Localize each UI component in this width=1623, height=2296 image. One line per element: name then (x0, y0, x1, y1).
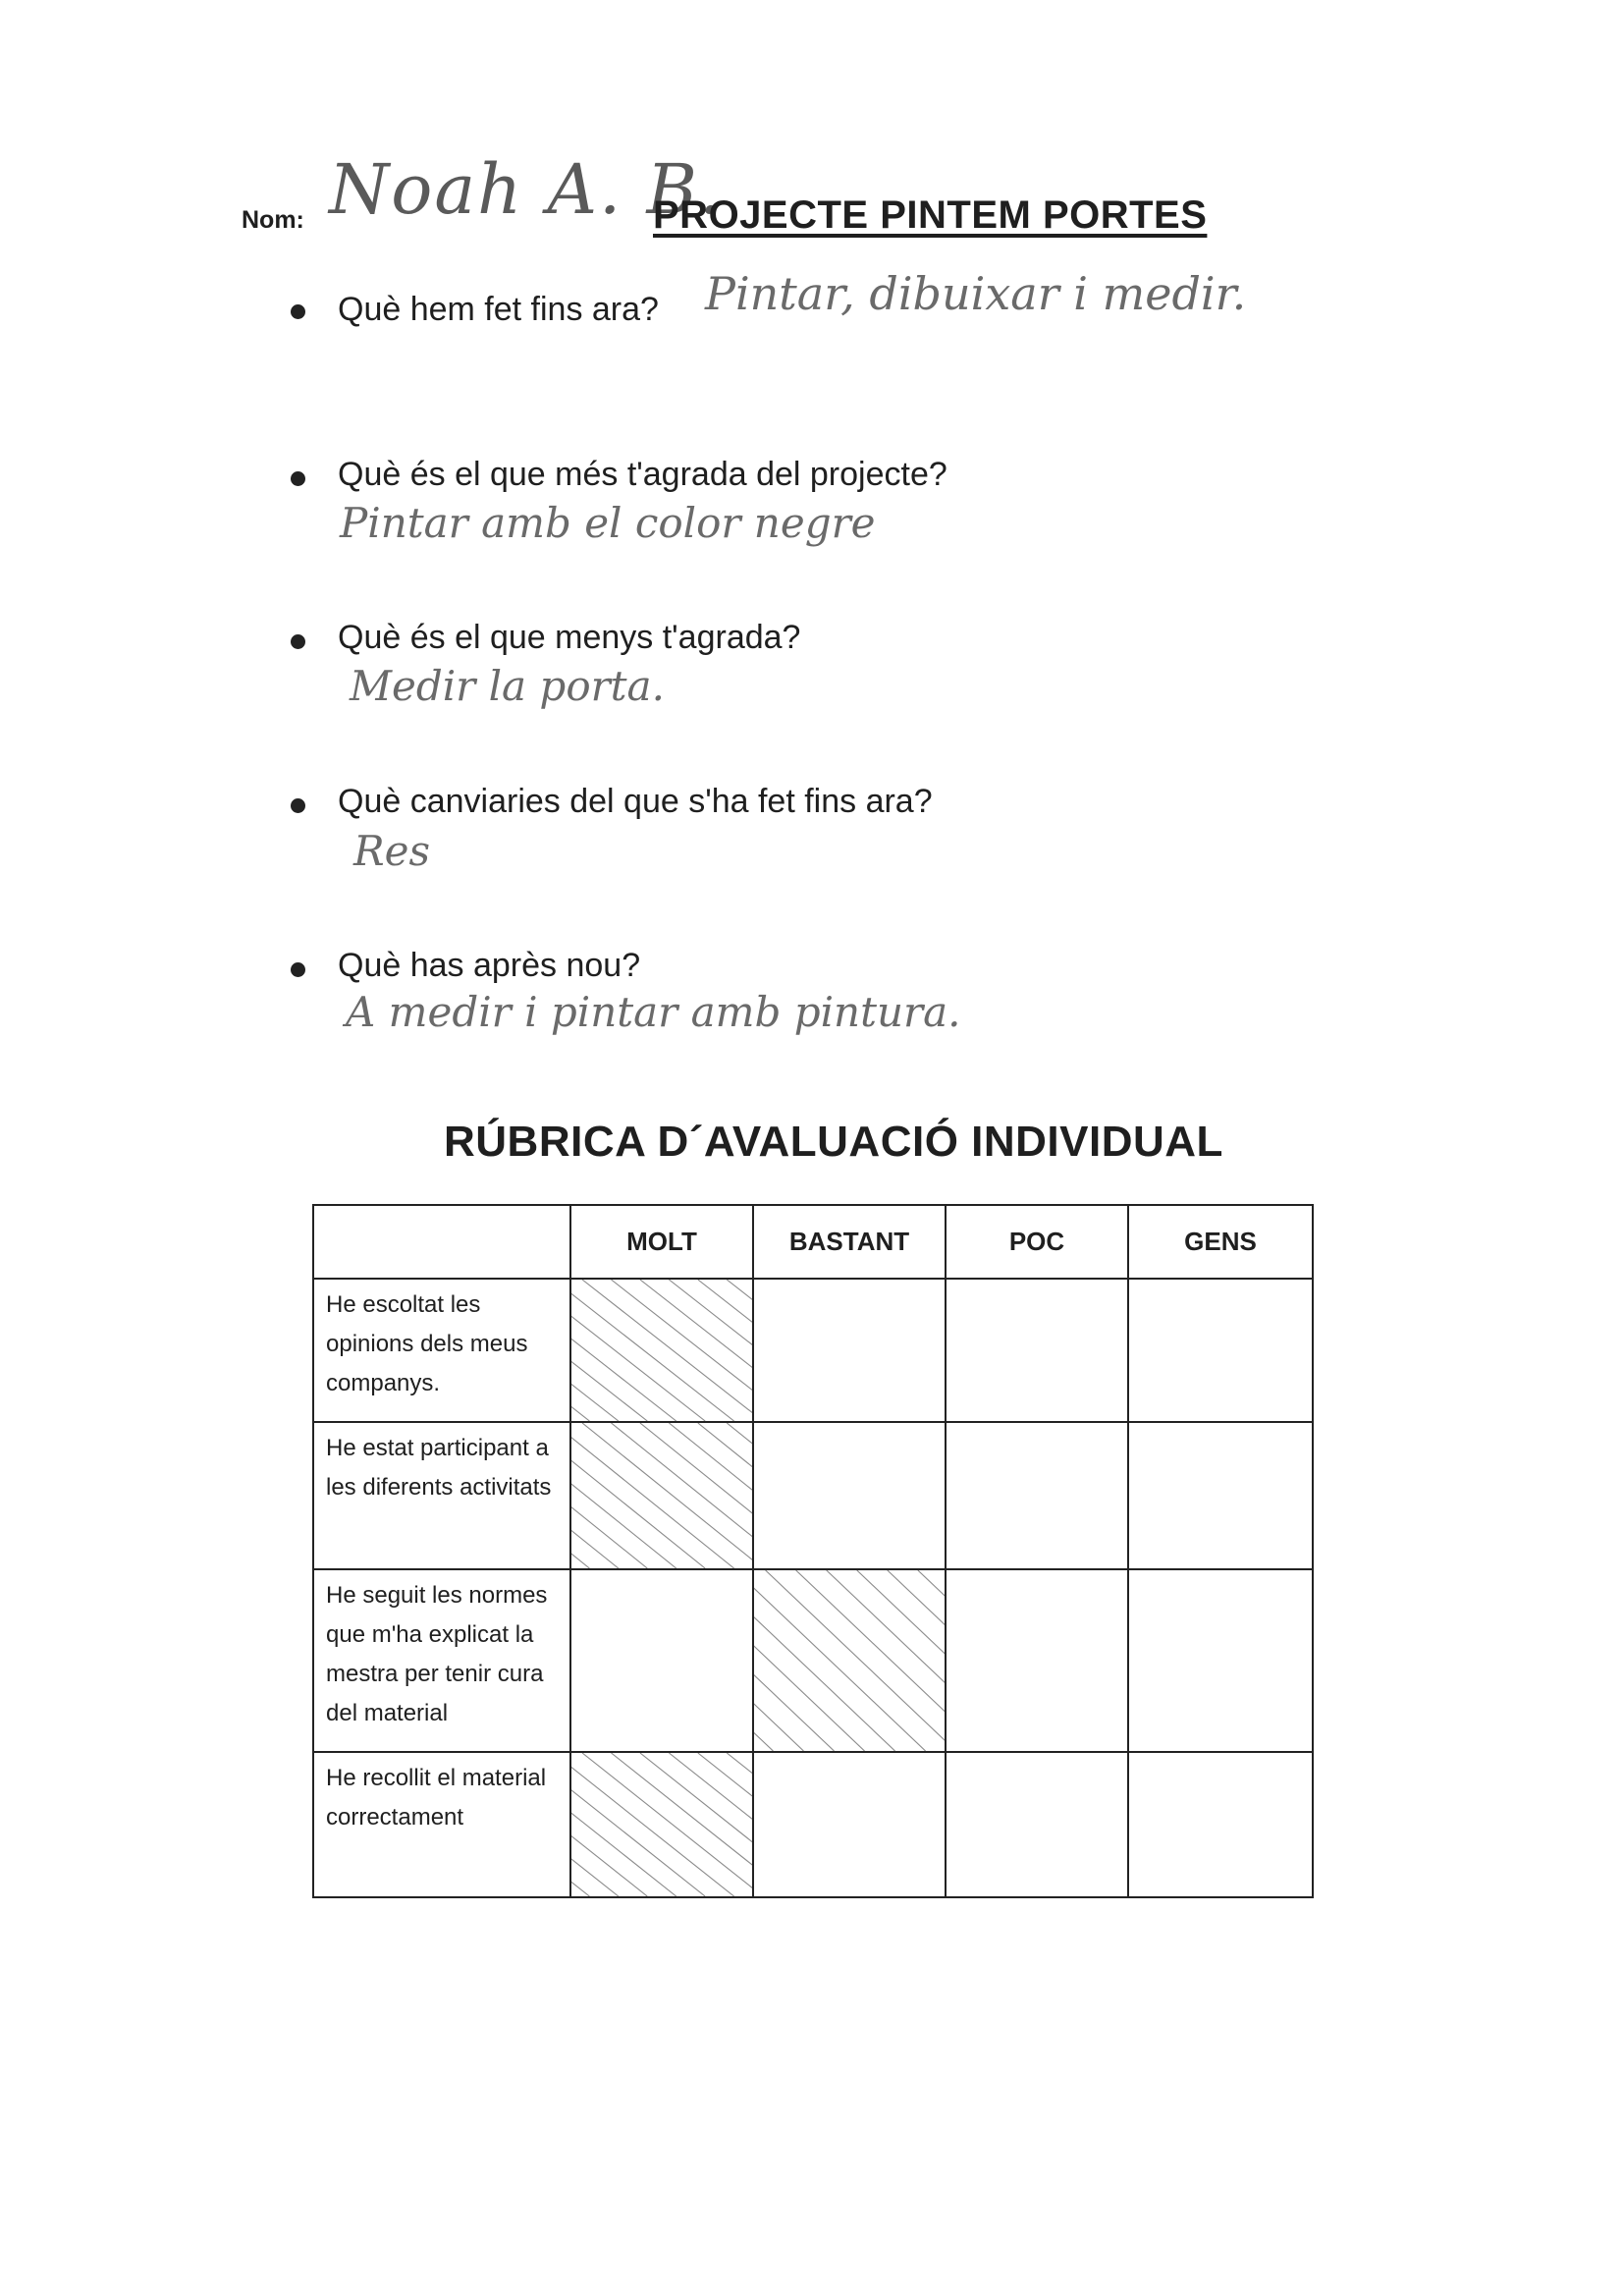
bullet-icon (291, 798, 305, 813)
rubric-row (313, 1569, 1313, 1752)
answer-handwritten: Pintar, dibuixar i medir. (705, 267, 1247, 320)
question-text: Què hem fet fins ara? (338, 291, 659, 328)
rating-cell (753, 1422, 946, 1569)
hatch-line (571, 1423, 676, 1568)
rubric-header-row (313, 1205, 1313, 1279)
question-text: Què és el que menys t'agrada? (338, 619, 801, 656)
column-header: GENS (1128, 1205, 1313, 1279)
bullet-icon (291, 634, 305, 649)
hatch-line (571, 1753, 619, 1896)
hatch-line (669, 1423, 752, 1568)
question-text: Què canviaries del que s'ha fet fins ara? (338, 783, 933, 820)
hatch-line (698, 1423, 752, 1568)
answer-handwritten: A medir i pintar amb pintura. (346, 988, 961, 1036)
rubric-row (313, 1279, 1313, 1422)
answer-handwritten: Res (353, 827, 431, 875)
answer-handwritten: Medir la porta. (350, 662, 665, 710)
hatch-line (571, 1280, 676, 1421)
rating-cell (753, 1752, 946, 1897)
rating-cell (570, 1569, 753, 1752)
rating-cell (946, 1279, 1128, 1422)
rubric-row (313, 1422, 1313, 1569)
pencil-hatch-mark (571, 1753, 752, 1896)
student-name-handwritten: Noah A. B. (329, 149, 724, 230)
rating-cell-marked (753, 1569, 946, 1752)
rating-cell (1128, 1422, 1313, 1569)
hatch-line (571, 1423, 619, 1568)
hatch-line (698, 1753, 752, 1896)
hatch-line (669, 1280, 752, 1421)
rating-cell-marked (570, 1752, 753, 1897)
hatch-line (571, 1280, 734, 1421)
column-header: BASTANT (753, 1205, 946, 1279)
rating-cell (946, 1752, 1128, 1897)
hatch-line (888, 1570, 945, 1751)
bullet-icon (291, 304, 305, 319)
rating-cell (946, 1569, 1128, 1752)
question-text: Què has après nou? (338, 947, 641, 984)
question-text: Què és el que més t'agrada del projecte? (338, 456, 947, 493)
page-title: PROJECTE PINTEM PORTES (653, 193, 1208, 237)
criterion-text: He recollit el material correctament (313, 1752, 570, 1897)
criterion-text: He escoltat les opinions dels meus companys. (313, 1279, 570, 1422)
hatch-line (669, 1753, 752, 1896)
hatch-line (698, 1280, 752, 1421)
pencil-hatch-mark (571, 1423, 752, 1568)
rubric-title: RÚBRICA D´AVALUACIÓ INDIVIDUAL (444, 1118, 1223, 1166)
rating-cell (946, 1422, 1128, 1569)
hatch-line (571, 1753, 676, 1896)
pencil-hatch-mark (571, 1280, 752, 1421)
hatch-line (571, 1753, 734, 1896)
rating-cell (753, 1279, 946, 1422)
column-header: MOLT (570, 1205, 753, 1279)
rating-cell (1128, 1752, 1313, 1897)
pencil-hatch-mark (754, 1570, 945, 1751)
rubric-row (313, 1752, 1313, 1897)
bullet-icon (291, 471, 305, 486)
rubric-table (312, 1204, 1314, 1898)
hatch-line (857, 1570, 945, 1751)
rating-cell (1128, 1569, 1313, 1752)
rating-cell (1128, 1279, 1313, 1422)
rating-cell-marked (570, 1279, 753, 1422)
bullet-icon (291, 962, 305, 977)
hatch-line (754, 1570, 865, 1751)
column-header: POC (946, 1205, 1128, 1279)
hatch-line (571, 1280, 619, 1421)
name-label: Nom: (242, 206, 304, 234)
criterion-text: He estat participant a les diferents activitats (313, 1422, 570, 1569)
rating-cell-marked (570, 1422, 753, 1569)
rubric-header-empty (313, 1205, 570, 1279)
answer-handwritten: Pintar amb el color negre (340, 499, 876, 547)
hatch-line (754, 1570, 803, 1751)
criterion-text: He seguit les normes que m'ha explicat la mestra per tenir cura del material (313, 1569, 570, 1752)
hatch-line (754, 1570, 926, 1751)
hatch-line (571, 1423, 734, 1568)
